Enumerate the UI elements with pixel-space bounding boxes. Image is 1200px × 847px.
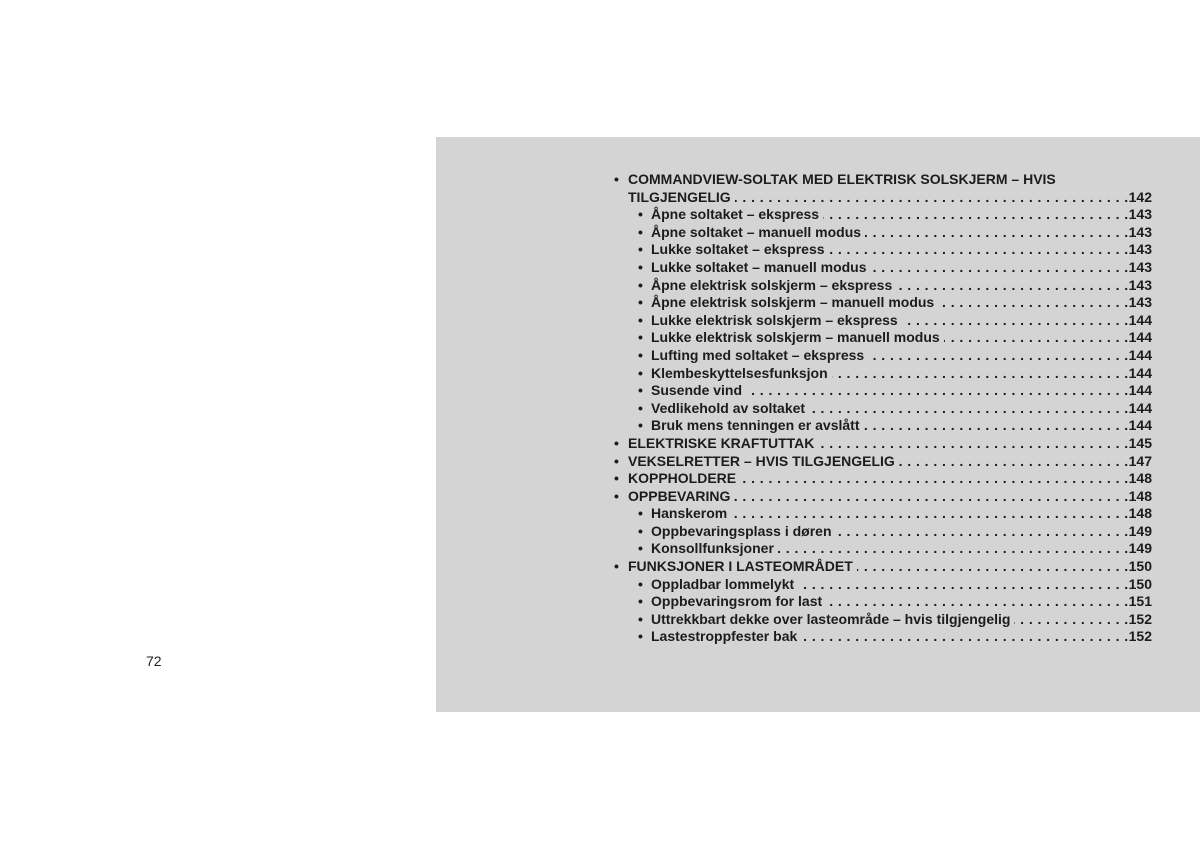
toc-subentry xyxy=(612,241,1152,259)
dot-leader xyxy=(798,576,1128,594)
page-number: 72 xyxy=(146,653,162,669)
toc-page-number: 144 xyxy=(1128,329,1152,346)
dot-leader xyxy=(809,400,1129,418)
toc-subentry xyxy=(612,224,1152,242)
bullet-icon: • xyxy=(614,470,619,487)
bullet-icon: • xyxy=(638,505,643,522)
toc-page-number: 150 xyxy=(1128,558,1152,575)
toc-entry-label: Oppladbar lommelykt xyxy=(651,575,795,592)
bullet-icon: • xyxy=(614,434,619,451)
dot-leader xyxy=(778,540,1129,558)
dot-leader xyxy=(899,453,1129,471)
toc-page-number: 143 xyxy=(1128,206,1152,223)
toc-page-number: 148 xyxy=(1128,505,1152,522)
toc-subentry xyxy=(612,365,1152,383)
toc-entry-continuation xyxy=(612,189,1152,207)
toc-entry-label: Lukke soltaket – ekspress xyxy=(651,241,825,258)
toc-entry-label: Åpne soltaket – manuell modus xyxy=(651,223,862,240)
dot-leader xyxy=(1014,611,1128,629)
toc-entry-label: Åpne soltaket – ekspress xyxy=(651,206,820,223)
dot-leader xyxy=(801,628,1128,646)
dot-leader xyxy=(734,488,1128,506)
bullet-icon: • xyxy=(638,540,643,557)
toc-page-number: 144 xyxy=(1128,311,1152,328)
toc-entry-label: Konsollfunksjoner xyxy=(651,540,774,557)
toc-page-number: 142 xyxy=(1128,188,1152,205)
toc-page-number: 145 xyxy=(1128,434,1152,451)
toc-entry-label: Vedlikehold av soltaket xyxy=(651,399,806,416)
toc-page-number: 149 xyxy=(1128,540,1152,557)
dot-leader xyxy=(735,189,1129,207)
bullet-icon: • xyxy=(638,258,643,275)
toc-subentry xyxy=(612,206,1152,224)
toc-entry-label: OPPBEVARING xyxy=(628,487,731,504)
dot-leader xyxy=(944,329,1129,347)
toc-page-number: 144 xyxy=(1128,399,1152,416)
toc-page-number: 149 xyxy=(1128,522,1152,539)
toc-page-number: 150 xyxy=(1128,575,1152,592)
toc-entry-label: Susende vind xyxy=(651,382,743,399)
toc-subentry xyxy=(612,593,1152,611)
toc-entry xyxy=(612,453,1152,471)
toc-page-number: 148 xyxy=(1128,470,1152,487)
toc-page-number: 152 xyxy=(1128,628,1152,645)
toc-entry-label: COMMANDVIEW-SOLTAK MED ELEKTRISK SOLSKJERM – HVIS xyxy=(628,171,1056,187)
toc-page-number: 144 xyxy=(1128,346,1152,363)
toc-page-number: 143 xyxy=(1128,223,1152,240)
toc-subentry xyxy=(612,312,1152,330)
bullet-icon: • xyxy=(638,610,643,627)
dot-leader xyxy=(857,558,1129,576)
bullet-icon: • xyxy=(638,522,643,539)
bullet-icon: • xyxy=(638,628,643,645)
toc-page-number: 152 xyxy=(1128,610,1152,627)
bullet-icon: • xyxy=(638,294,643,311)
dot-leader xyxy=(826,593,1128,611)
toc-subentry xyxy=(612,505,1152,523)
toc-entry-label: Lufting med soltaket – ekspress xyxy=(651,346,865,363)
toc-subentry xyxy=(612,382,1152,400)
toc-entry-label: Hanskerom xyxy=(651,505,728,522)
toc-entry-label: VEKSELRETTER – HVIS TILGJENGELIG xyxy=(628,452,895,469)
toc-entry-label: Lukke elektrisk solskjerm – manuell modus xyxy=(651,329,940,346)
toc-entry-label: Åpne elektrisk solskjerm – ekspress xyxy=(651,276,893,293)
bullet-icon: • xyxy=(638,241,643,258)
toc-entry-label: Oppbevaringsrom for last xyxy=(651,593,823,610)
bullet-icon: • xyxy=(638,399,643,416)
dot-leader xyxy=(818,435,1128,453)
toc-page-number: 143 xyxy=(1128,294,1152,311)
toc-entry-label: Lukke soltaket – manuell modus xyxy=(651,258,867,275)
toc-page-number: 143 xyxy=(1128,258,1152,275)
bullet-icon: • xyxy=(614,558,619,575)
bullet-icon: • xyxy=(638,276,643,293)
dot-leader xyxy=(731,505,1128,523)
dot-leader xyxy=(871,259,1129,277)
toc-entry xyxy=(612,435,1152,453)
toc-subentry xyxy=(612,277,1152,295)
toc-subentry xyxy=(612,523,1152,541)
toc-page-number: 144 xyxy=(1128,382,1152,399)
dot-leader xyxy=(823,206,1129,224)
bullet-icon: • xyxy=(614,487,619,504)
toc-page-number: 151 xyxy=(1128,593,1152,610)
toc-entry-label: Uttrekkbart dekke over lasteområde – hvis tilgjengelig xyxy=(651,610,1011,627)
bullet-icon: • xyxy=(638,346,643,363)
toc-entry xyxy=(612,488,1152,506)
toc-entry-label: Klembeskyttelsesfunksjon xyxy=(651,364,828,381)
bullet-icon: • xyxy=(638,223,643,240)
toc-subentry xyxy=(612,540,1152,558)
dot-leader xyxy=(864,417,1129,435)
dot-leader xyxy=(832,365,1129,383)
dot-leader xyxy=(746,382,1129,400)
toc-subentry xyxy=(612,347,1152,365)
bullet-icon: • xyxy=(614,452,619,469)
dot-leader xyxy=(865,224,1129,242)
toc-page-number: 143 xyxy=(1128,276,1152,293)
toc-subentry xyxy=(612,576,1152,594)
toc-subentry xyxy=(612,628,1152,646)
toc-entry-label: KOPPHOLDERE xyxy=(628,470,737,487)
dot-leader xyxy=(836,523,1129,541)
toc-subentry xyxy=(612,294,1152,312)
toc-page-number: 144 xyxy=(1128,364,1152,381)
bullet-icon: • xyxy=(638,575,643,592)
dot-leader xyxy=(896,277,1128,295)
toc-page-number: 144 xyxy=(1128,417,1152,434)
toc-subentry xyxy=(612,259,1152,277)
toc-entry-label: Oppbevaringsplass i døren xyxy=(651,522,832,539)
toc-entry xyxy=(612,558,1152,576)
toc-page-number: 147 xyxy=(1128,452,1152,469)
toc-entry xyxy=(612,171,1152,189)
toc-entry-label: Lukke elektrisk solskjerm – ekspress xyxy=(651,311,898,328)
toc-entry-label-continuation: TILGJENGELIG xyxy=(628,188,731,205)
toc-page-number: 148 xyxy=(1128,487,1152,504)
bullet-icon: • xyxy=(638,417,643,434)
dot-leader xyxy=(938,294,1128,312)
toc-entry-label: Lastestroppfester bak xyxy=(651,628,798,645)
bullet-icon: • xyxy=(614,171,619,187)
toc-subentry xyxy=(612,417,1152,435)
bullet-icon: • xyxy=(638,382,643,399)
toc-subentry xyxy=(612,400,1152,418)
bullet-icon: • xyxy=(638,206,643,223)
toc-entry xyxy=(612,470,1152,488)
bullet-icon: • xyxy=(638,329,643,346)
toc-page-number: 143 xyxy=(1128,241,1152,258)
toc-entry-label: FUNKSJONER I LASTEOMRÅDET xyxy=(628,558,853,575)
toc-entry-label: Åpne elektrisk solskjerm – manuell modus xyxy=(651,294,935,311)
dot-leader xyxy=(902,312,1129,330)
dot-leader xyxy=(868,347,1128,365)
dot-leader xyxy=(829,241,1129,259)
toc-subentry xyxy=(612,329,1152,347)
toc-entry-label: ELEKTRISKE KRAFTUTTAK xyxy=(628,434,815,451)
table-of-contents xyxy=(612,171,1152,646)
dot-leader xyxy=(740,470,1129,488)
toc-entry-label: Bruk mens tenningen er avslått xyxy=(651,417,860,434)
toc-subentry xyxy=(612,611,1152,629)
bullet-icon: • xyxy=(638,311,643,328)
bullet-icon: • xyxy=(638,593,643,610)
bullet-icon: • xyxy=(638,364,643,381)
